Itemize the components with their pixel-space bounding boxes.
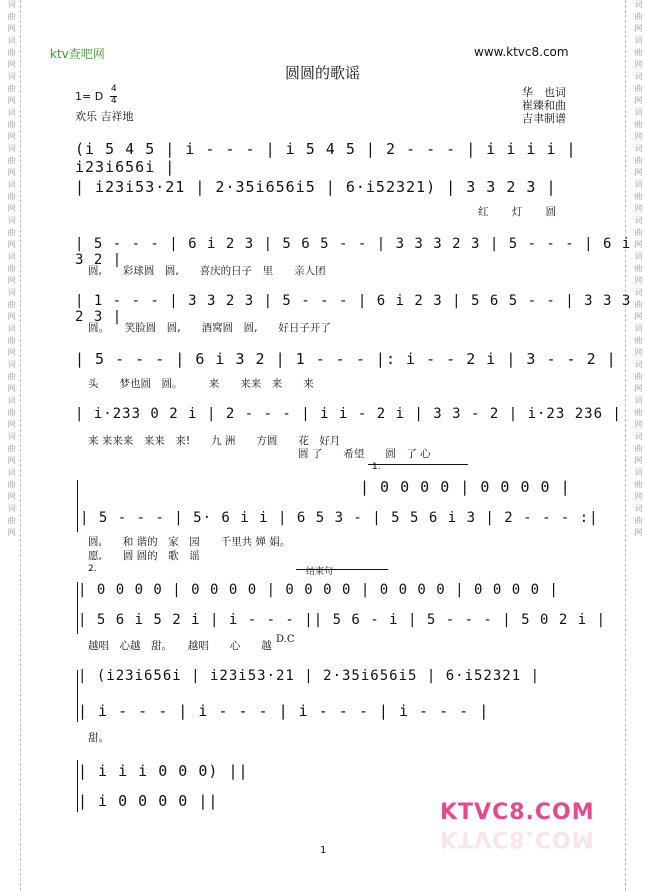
notation-line: | i 0 0 0 0 ||	[78, 792, 219, 810]
rest-line: | 0 0 0 0 | 0 0 0 0 | 0 0 0 0 | 0 0 0 0 | 0 0 0 0 |	[78, 582, 559, 598]
notation-line: | 1 - - - | 3 3 2 3 | 5 - - - | 6 i 2 3 | 5 6 5 - - | 3 3 3 2 3 |	[75, 293, 632, 325]
lyric-line: 头 梦也圆 圆。 来 来来 来 来	[88, 378, 314, 390]
volta-1-bracket	[368, 464, 468, 465]
right-side-watermark: 词曲网词曲网词曲网词曲网词曲网词曲网词曲网词曲网词曲网词曲网词曲网词曲网词曲网词曲网词曲网	[634, 0, 643, 540]
notation-line: | i·233 0 2 i | 2 - - - | i i - 2 i | 3 3 - 2 | i·23 236 |	[75, 406, 622, 422]
key-signature: 1= D	[75, 90, 104, 103]
time-signature-top: 4	[111, 84, 117, 94]
tempo-mood: 欢乐 吉祥地	[75, 110, 134, 123]
notation-line: | 5 - - - | 6 i 3 2 | 1 - - - |: i - - 2 i | 3 - - 2 |	[75, 350, 617, 368]
notation-line: | i - - - | i - - - | i - - - | i - - - |	[78, 702, 490, 720]
site-watermark: ktv查吧网	[50, 47, 105, 61]
lyric-line: 圆, 彩球圆 圆, 喜庆的日子 里 亲人团	[88, 265, 326, 277]
site-url: www.ktvc8.com	[474, 45, 569, 59]
lyricist: 华 也词	[522, 86, 566, 99]
lyric-line: 圆, 和 谐的 家 园 千里共 婵 娟。	[88, 536, 291, 548]
song-title: 圆圆的歌谣	[284, 64, 360, 82]
system-brace	[77, 480, 78, 532]
volta-1: 1.	[372, 462, 381, 472]
coda-bracket	[296, 569, 388, 570]
lyric-line-2: 愿, 圆 圆的 歌 谣	[88, 550, 200, 562]
coda-label: 结束句	[306, 567, 334, 577]
lyric-line: 来 来来来 来来 来! 九 洲 方圆 花 好月	[88, 435, 341, 447]
notation-line: | 5 6 i 5 2 i | i - - - || 5 6 - i | 5 - - - | 5 0 2 i |	[78, 612, 607, 628]
notation-line: | i23i53·21 | 2·35i656i5 | 6·i52321) | 3 3 2 3 |	[75, 178, 557, 196]
intro-notation: | (i23i656i | i23i53·21 | 2·35i656i5 | 6·i52321 |	[78, 668, 541, 684]
lyric-line-2: 圆 了 希望 圆 了 心	[298, 448, 431, 460]
da-capo-mark: D.C	[276, 634, 295, 645]
ktvc8-logo: KTVC8.COM	[440, 800, 595, 825]
notation-line: (i 5 4 5 | i - - - | i 5 4 5 | 2 - - - | i i i i | i23i656i |	[75, 140, 577, 176]
lyric-line: 甜。	[88, 732, 109, 744]
ending-notation: | i i i 0 0 0) ||	[78, 762, 249, 780]
ktvc8-logo-reflection: KTVC8.COM	[440, 826, 595, 851]
lyric-line: 越唱 心越 甜。 越唱 心 越	[88, 640, 272, 652]
notation-line: | 5 - - - | 6 i 2 3 | 5 6 5 - - | 3 3 3 2 3 | 5 - - - | 6 i 3 2 |	[75, 236, 632, 268]
right-dashed-border	[625, 0, 626, 891]
lyric-line: 圆。 笑脸圆 圆, 酒窝圆 圆, 好日子开了	[88, 322, 331, 334]
rest-line: | 0 0 0 0 | 0 0 0 0 |	[360, 478, 571, 496]
page-number: 1	[320, 845, 327, 856]
volta-2: 2.	[88, 564, 97, 574]
lyric-line: 红 灯 圆	[478, 206, 567, 218]
left-dashed-border	[20, 0, 21, 891]
engraver: 吉聿制谱	[522, 112, 566, 125]
left-side-watermark: 词曲网词曲网词曲网词曲网词曲网词曲网词曲网词曲网词曲网词曲网词曲网词曲网词曲网词曲网词曲网	[7, 0, 16, 540]
composer: 崔臻和曲	[522, 99, 566, 112]
notation-line: | 5 - - - | 5· 6 i i | 6 5 3 - | 5 5 6 i 3 | 2 - - - :|	[80, 510, 599, 526]
time-signature-bottom: 4	[111, 96, 117, 106]
